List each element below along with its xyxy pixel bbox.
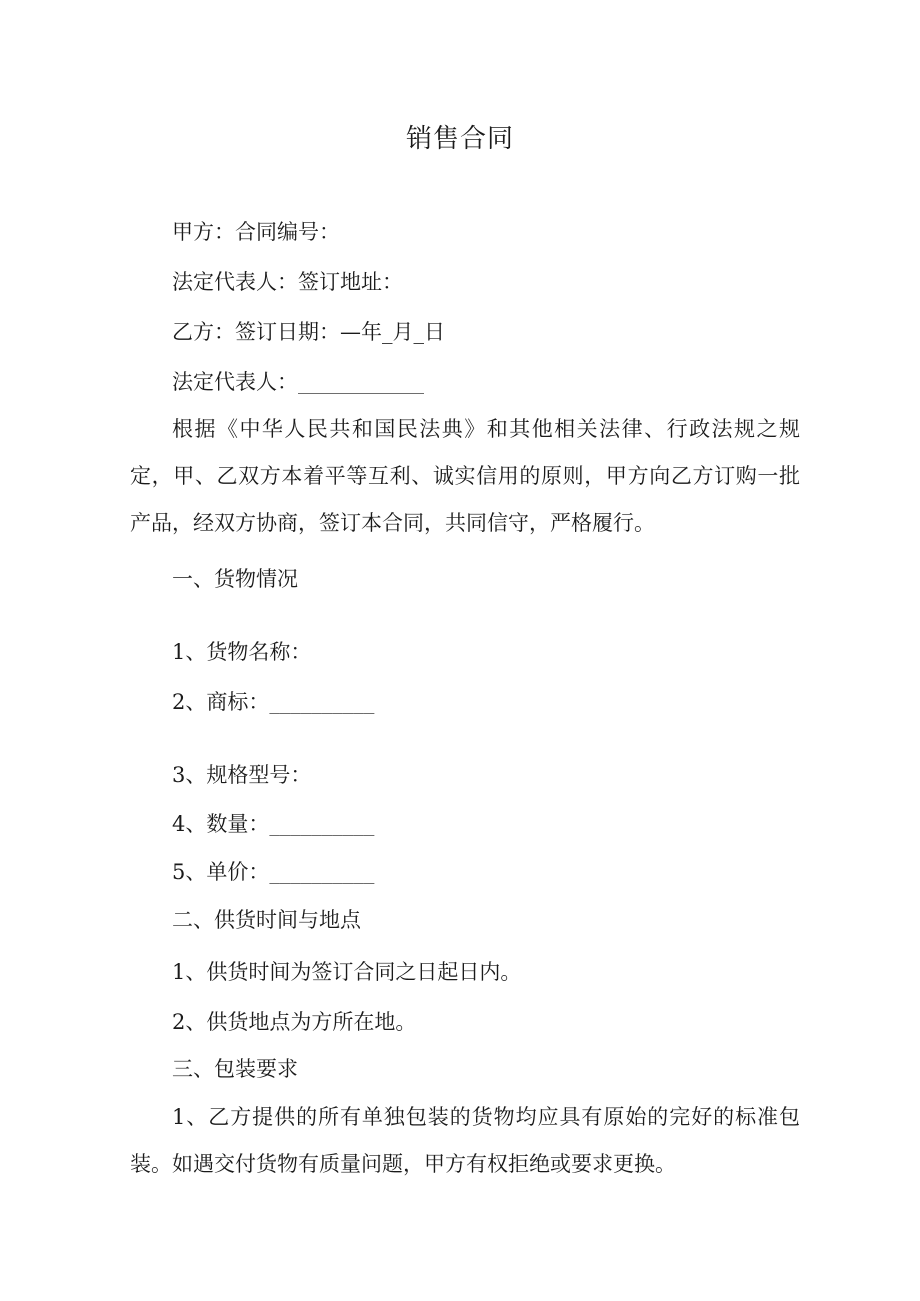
trademark-line [172, 686, 374, 718]
unit-price-line [172, 856, 374, 888]
goods-name-label: 1、货物名称： [172, 640, 312, 664]
section-2-heading: 二、供货时间与地点 [172, 908, 361, 932]
legal-rep-blank: ____________ [298, 370, 424, 394]
preamble-paragraph: 根据《中华人民共和国民法典》和其他相关法律、行政法规之规定，甲、乙双方本着平等互利、诚实信用的原则，甲方向乙方订购一批产品，经双方协商，签订本合同，共同信守，严格履行。 [130, 417, 800, 535]
supply-place-line: 2、供货地点为方所在地。 [172, 1010, 417, 1034]
packaging-paragraph: 1、乙方提供的所有单独包装的货物均应具有原始的完好的标准包装。如遇交付货物有质量问题，甲方有权拒绝或要求更换。 [130, 1105, 800, 1176]
unit-price-blank: __________ [269, 860, 375, 884]
trademark-blank: __________ [269, 690, 375, 714]
legal-rep-address-line: 法定代表人：签订地址： [172, 270, 403, 294]
section-1-heading: 一、货物情况 [172, 567, 298, 591]
spec-model-label: 3、规格型号： [172, 763, 312, 787]
supply-time-line: 1、供货时间为签订合同之日起日内。 [172, 960, 522, 984]
quantity-label: 4、数量： [172, 812, 270, 836]
section-3-heading: 三、包装要求 [172, 1057, 298, 1081]
party-a-line: 甲方：合同编号： [172, 220, 340, 244]
trademark-label: 2、商标： [172, 690, 270, 714]
document-title: 销售合同 [405, 124, 514, 154]
legal-rep-label: 法定代表人： [172, 370, 298, 394]
legal-rep-line [172, 366, 424, 398]
party-b-date-line: 乙方：签订日期：—年_月_日 [172, 320, 445, 344]
spec-model-line [172, 759, 311, 791]
unit-price-label: 5、单价： [172, 860, 270, 884]
goods-name-line [172, 636, 311, 668]
quantity-blank: __________ [269, 812, 375, 836]
quantity-line [172, 808, 374, 840]
